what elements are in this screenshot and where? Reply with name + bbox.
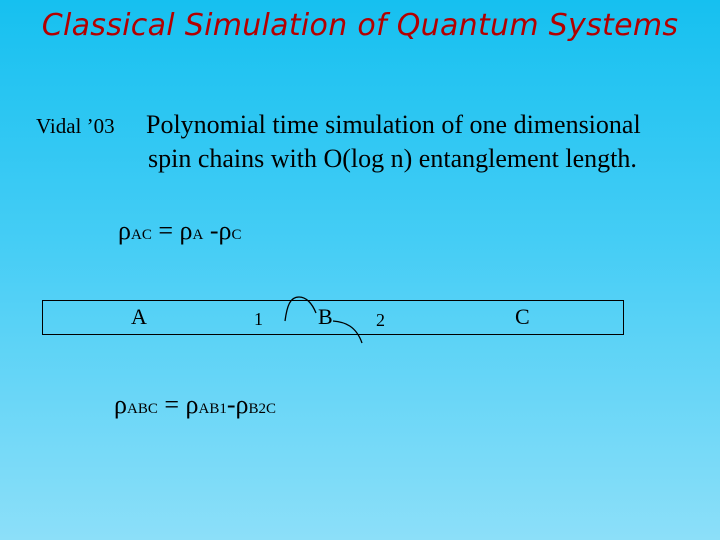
region-label-a: A (131, 304, 147, 329)
subscript: B2C (248, 401, 276, 417)
rho-symbol: ρ (118, 216, 131, 245)
rho-symbol: ρ (218, 216, 232, 245)
subscript: AC (130, 227, 152, 243)
region-label-c: C (515, 304, 530, 329)
equals-sign: = (157, 390, 186, 419)
description (146, 108, 706, 176)
equals-sign: = (151, 216, 180, 245)
cut-label-1: 1 (254, 309, 263, 329)
rho-symbol: ρ (185, 390, 199, 419)
equation-abc (114, 390, 276, 420)
citation: Vidal ’03 (36, 114, 115, 138)
description-line-2: spin chains with O(log n) entanglement length. (148, 144, 637, 173)
rho-symbol: ρ (235, 390, 249, 419)
region-label-b: B (318, 304, 333, 329)
spin-chain-box (42, 300, 624, 335)
description-line-1: Polynomial time simulation of one dimensional (146, 110, 641, 139)
subscript: AB1 (198, 401, 227, 417)
slide-title: Classical Simulation of Quantum Systems (41, 8, 679, 43)
subscript: ABC (126, 401, 158, 417)
rho-symbol: ρ (179, 216, 193, 245)
equation-ac (118, 216, 242, 246)
subscript: C (231, 227, 242, 243)
rho-symbol: ρ (114, 390, 127, 419)
subscript: A (192, 227, 204, 243)
minus-sign: - (226, 390, 236, 419)
minus-sign: - (203, 216, 219, 245)
cut-label-2: 2 (376, 310, 385, 330)
